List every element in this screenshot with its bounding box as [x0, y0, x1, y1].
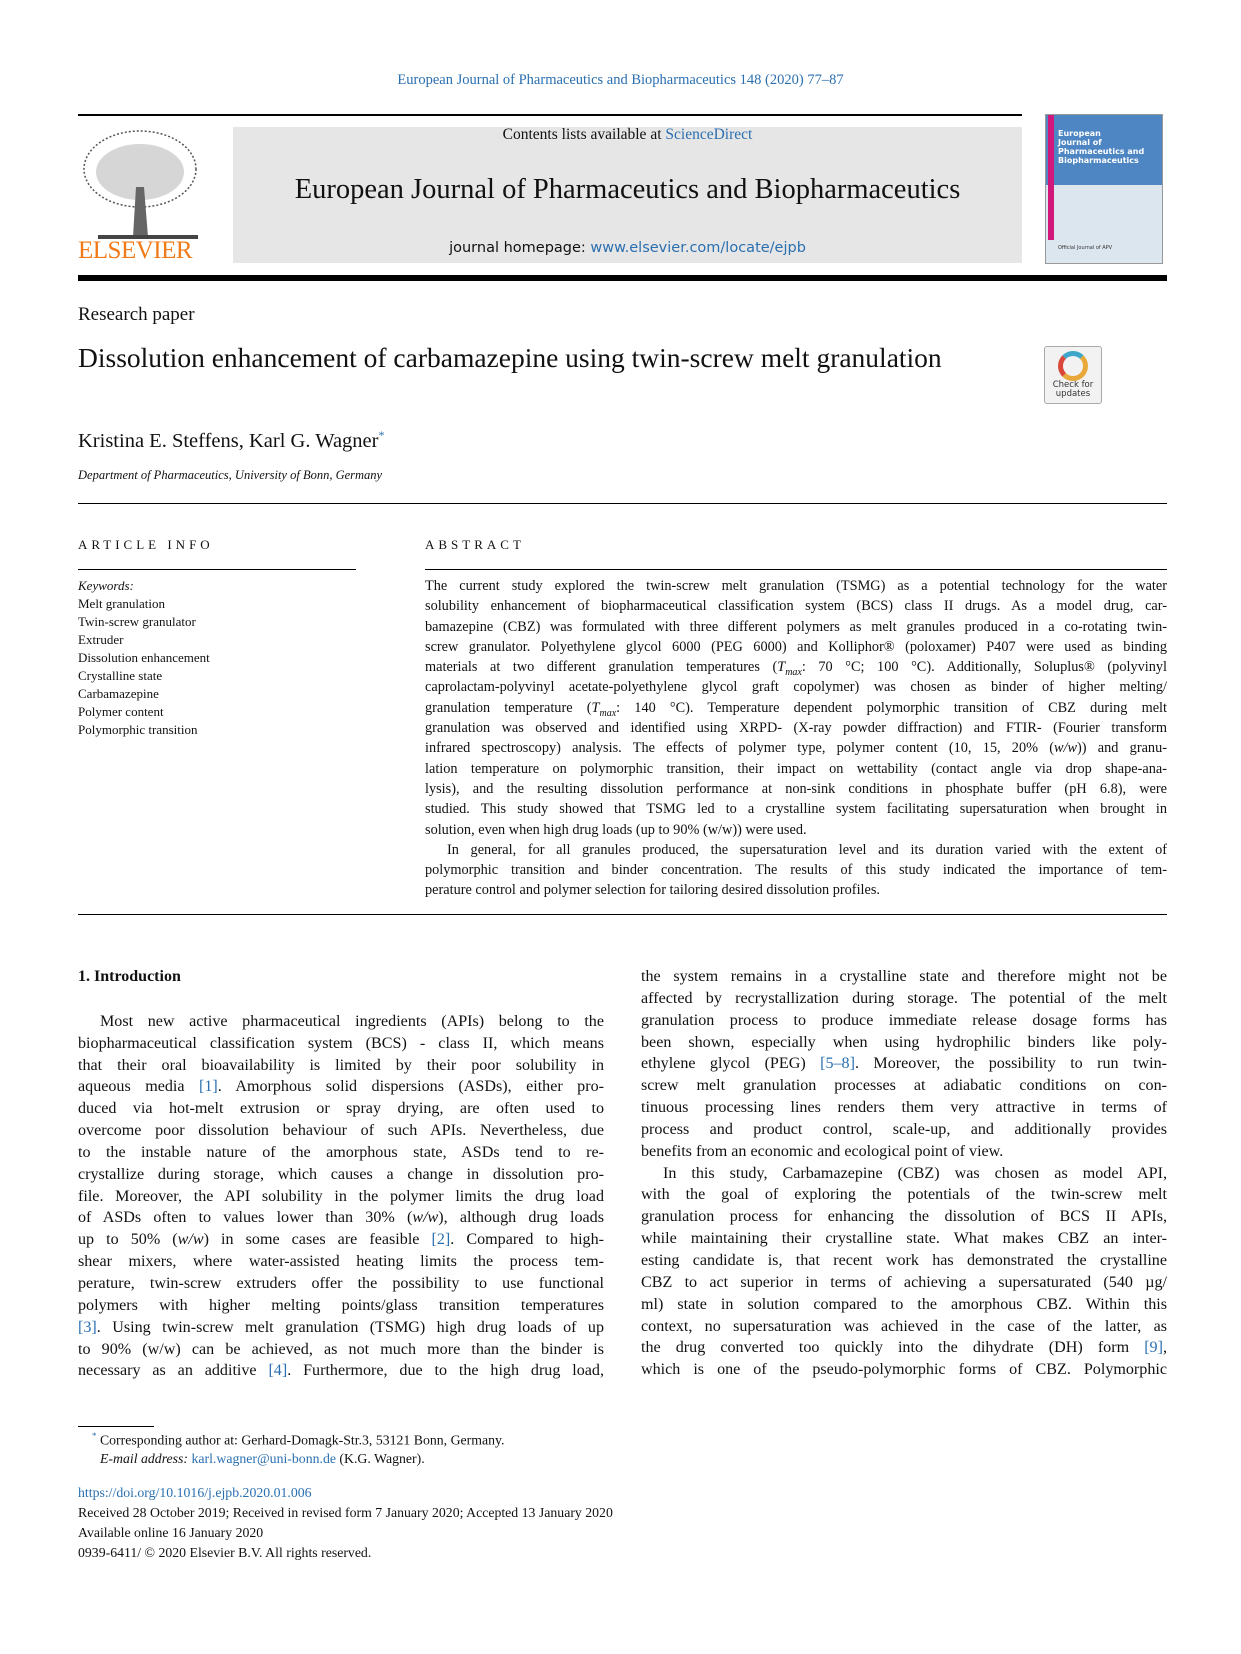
contents-line	[233, 126, 1022, 144]
copyright: 0939-6411/ © 2020 Elsevier B.V. All rights reserved.	[78, 1545, 372, 1560]
text-line: caprolactam-polyvinyl acetate-polyethylene glycol graft copolymer) was chosen as binder of higher melting/	[425, 679, 1167, 696]
text-line: solubility enhancement of biopharmaceutical classification system (BCS) class II drugs. As a model drug, car-	[425, 598, 1167, 615]
check-label: Check for	[1052, 380, 1094, 390]
text-line: solution, even when high drug loads (up to 90% (w/w)) were used.	[425, 821, 807, 838]
text-line: infrared spectroscopy) analysis. The effects of polymer type, polymer content (10, 15, 20% (w/w)) and granu-	[425, 740, 1167, 757]
divider	[78, 914, 1167, 915]
text-line: granulation process to produce immediate release dosage forms has	[641, 1011, 1167, 1029]
text-line: crystallize during storage, which causes a change in dissolution pro-	[78, 1165, 604, 1183]
text-line: biopharmaceutical classification system (BCS) - class II, which means	[78, 1034, 604, 1052]
footnote-text: Corresponding author at: Gerhard-Domagk-Str.3, 53121 Bonn, Germany.	[99, 1432, 505, 1448]
text-line: affected by recrystallization during storage. The potential of the melt	[641, 989, 1167, 1007]
intro-left-column	[78, 966, 604, 1382]
text-line: up to 50% (w/w) in some cases are feasible [2]. Compared to high-	[78, 1231, 604, 1249]
text-line: to 90% (w/w) can be achieved, as not much more than the binder is	[78, 1340, 604, 1358]
text-line: granulation was observed and identified using XRPD- (X-ray powder diffraction) and FTIR- (Fourier transform	[425, 720, 1167, 737]
keywords	[78, 577, 210, 739]
doi-link-text[interactable]: https://doi.org/10.1016/j.ejpb.2020.01.006	[78, 1485, 312, 1500]
keyword: Twin-screw granulator	[78, 614, 196, 629]
cover-title	[1058, 129, 1144, 165]
text-line: process and product control, scale-up, and additionally provides	[641, 1120, 1167, 1138]
text-line: that their oral bioavailability is limited by their poor solubility in	[78, 1056, 604, 1074]
keyword: Dissolution enhancement	[78, 650, 210, 665]
italic-text: w/w	[177, 1231, 204, 1249]
text-line: while maintaining their crystalline state. What makes CBZ an inter-	[641, 1230, 1167, 1248]
text-line: granulation temperature ($T_{max}$: 140 °C). Temperature dependent polymorphic transition of CBZ during melt	[425, 699, 1167, 719]
keyword: Polymorphic transition	[78, 722, 198, 737]
cover-footer: Official Journal of APV	[1058, 245, 1113, 251]
doi-link[interactable]	[78, 1485, 312, 1501]
citation-link[interactable]: [5–8]	[820, 1055, 855, 1073]
text-line: benefits from an economic and ecological point of view.	[641, 1142, 1004, 1160]
author-names: Kristina E. Steffens, Karl G. Wagner	[78, 429, 379, 452]
text-line: esting candidate is, that recent work has demonstrated the crystalline	[641, 1251, 1167, 1269]
text-line: perature, twin-screw extruders offer the possibility to use functional	[78, 1274, 604, 1292]
homepage-line	[233, 240, 1022, 256]
keyword: Melt granulation	[78, 596, 166, 611]
text-line: In general, for all granules produced, the supersaturation level and its duration varied with the extent of	[447, 841, 1167, 858]
homepage-prefix: journal homepage:	[449, 240, 591, 256]
elsevier-logo[interactable]	[78, 127, 208, 267]
journal-cover-image[interactable]	[1045, 114, 1163, 264]
text-line: aqueous media [1]. Amorphous solid dispersions (ASDs), either pro-	[78, 1078, 604, 1096]
keyword: Polymer content	[78, 704, 164, 719]
text-line: granulation process for enhancing the dissolution of BCS II APIs,	[641, 1208, 1167, 1226]
text-line: the drug converted too quickly into the dihydrate (DH) form [9],	[641, 1339, 1167, 1357]
text-line: the system remains in a crystalline state and therefore might not be	[641, 968, 1167, 985]
text-line: context, no supersaturation was achieved in the case of the latter, as	[641, 1317, 1167, 1335]
intro-paragraph	[78, 1011, 604, 1382]
text-line: ethylene glycol (PEG) [5–8]. Moreover, the possibility to run twin-	[641, 1055, 1167, 1073]
text-line: perature control and polymer selection for tailoring desired dissolution profiles.	[425, 882, 880, 899]
divider-thick	[78, 275, 1167, 281]
keyword-list	[78, 595, 210, 739]
keywords-label: Keywords:	[78, 578, 134, 593]
authors	[78, 428, 384, 453]
running-head[interactable]: European Journal of Pharmaceutics and Biopharmaceutics 148 (2020) 77–87	[397, 72, 844, 88]
contents-prefix: Contents lists available at	[502, 126, 666, 143]
cover-title-line: Journal of	[1058, 138, 1102, 147]
email-footnote	[100, 1451, 425, 1467]
keyword: Carbamazepine	[78, 686, 159, 701]
abstract-body	[425, 576, 1167, 901]
text-line: [3]. Using twin-screw melt granulation (TSMG) high drug loads of up	[78, 1318, 604, 1336]
abstract-heading: ABSTRACT	[425, 537, 525, 552]
journal-masthead	[233, 127, 1022, 263]
keyword: Extruder	[78, 632, 124, 647]
text-line: polymers with higher melting points/glass transition temperatures	[78, 1296, 604, 1314]
citation-link[interactable]: [1]	[198, 1078, 218, 1096]
publisher-wordmark: ELSEVIER	[78, 237, 193, 264]
text-line: tinuous processing lines renders them very attractive in terms of	[641, 1099, 1167, 1117]
text-line: with the goal of exploring the potentials of the twin-screw melt	[641, 1186, 1167, 1204]
citation-link[interactable]: [3]	[78, 1318, 97, 1336]
text-line: Most new active pharmaceutical ingredients (APIs) belong to the	[100, 1012, 604, 1030]
section-heading: 1. Introduction	[78, 968, 181, 985]
italic-text: T	[777, 659, 786, 676]
divider	[78, 569, 356, 570]
text-line: studied. This study showed that TSMG led to a crystalline system facilitating supersaturation when brought in	[425, 801, 1167, 818]
journal-name: European Journal of Pharmaceutics and Biopharmaceutics	[294, 174, 961, 205]
text-line: screw granulator. Polyethylene glycol 6000 (PEG 6000) and Kolliphor® (poloxamer) P407 were used as binding	[425, 638, 1167, 655]
keyword: Crystalline state	[78, 668, 163, 683]
text-line: The current study explored the twin-screw melt granulation (TSMG) as a potential technology for the water	[425, 578, 1167, 594]
text-line: lation temperature on polymorphic transition, their impact on wettability (contact angle via drop shape-ana-	[425, 760, 1167, 777]
divider	[78, 114, 1022, 116]
subscript: max	[785, 667, 802, 678]
homepage-link[interactable]: www.elsevier.com/locate/ejpb	[590, 240, 806, 256]
check-label: updates	[1055, 389, 1091, 399]
cover-title-line: Biopharmaceutics	[1058, 156, 1139, 165]
email-suffix: (K.G. Wagner).	[335, 1451, 425, 1466]
citation-link[interactable]: [4]	[268, 1362, 288, 1380]
cover-title-line: European	[1058, 129, 1101, 138]
text-line: which is one of the pseudo-polymorphic forms of CBZ. Polymorphic	[641, 1361, 1167, 1379]
citation-link[interactable]: [2]	[431, 1231, 451, 1249]
text-line: of ASDs often to values lower than 30% (w/w), although drug loads	[78, 1209, 604, 1227]
text-line: file. Moreover, the API solubility in the polymer limits the drug load	[78, 1187, 604, 1205]
divider	[425, 569, 1167, 570]
text-line: materials at two different granulation temperatures ($T_{max}$: 70 °C; 100 °C). Additionally, Soluplus® (polyvinyl	[425, 659, 1167, 678]
text-line: lysis), and the resulting dissolution performance at non-sink conditions in phosphate buffer (pH 6.8), were	[425, 780, 1167, 797]
text-line: been shown, especially when using hydrophilic binders like poly-	[641, 1033, 1167, 1051]
corresponding-footnote	[92, 1431, 504, 1449]
article-title: Dissolution enhancement of carbamazepine using twin-screw melt granulation	[78, 342, 942, 373]
text-line: In this study, Carbamazepine (CBZ) was chosen as model API,	[663, 1164, 1167, 1182]
divider	[78, 503, 1167, 504]
text-line: CBZ to act superior in terms of achieving a supersaturated (540 µg/	[641, 1273, 1167, 1291]
italic-text: T	[591, 699, 600, 716]
citation-link[interactable]: [9]	[1144, 1339, 1163, 1357]
italic-text: w/w	[412, 1209, 439, 1227]
article-info-heading: ARTICLE INFO	[78, 537, 214, 552]
text-line: necessary as an additive [4]. Furthermore, due to the high drug load,	[78, 1362, 604, 1380]
text-line: overcome poor dissolution behaviour of such APIs. Nevertheless, due	[78, 1122, 604, 1140]
email-link[interactable]: karl.wagner@uni-bonn.de	[191, 1451, 336, 1466]
available-online: Available online 16 January 2020	[78, 1525, 264, 1540]
intro-right-column	[641, 966, 1167, 1381]
footnote-divider	[78, 1426, 154, 1427]
check-for-updates-button[interactable]	[1044, 346, 1102, 404]
cover-title-line: Pharmaceutics and	[1058, 147, 1145, 156]
history: Received 28 October 2019; Received in revised form 7 January 2020; Accepted 13 January 2020	[78, 1505, 613, 1520]
corresponding-author-link[interactable]: *	[378, 428, 385, 442]
text-line: duced via hot-melt extrusion or spray drying, are often used to	[78, 1100, 604, 1118]
affiliation: Department of Pharmaceutics, University of Bonn, Germany	[78, 468, 383, 482]
subscript: max	[599, 707, 617, 719]
text-line: shear mixers, where water-assisted heating limits the process tem-	[78, 1253, 604, 1271]
italic-text: w/w	[1054, 740, 1078, 757]
text-line: to the instable nature of the amorphous state, ASDs tend to re-	[78, 1143, 604, 1161]
text-line: bamazepine (CBZ) was formulated with three different polymers as melt granules produced in a co-rotating twin-	[425, 618, 1167, 635]
text-line: screw melt granulation processes at adiabatic conditions on con-	[641, 1077, 1167, 1095]
text-line: polymorphic transition and binder concentration. The results of this study indicated the importance of tem-	[425, 862, 1167, 879]
text-line: ml) state in solution compared to the amorphous CBZ. Within this	[641, 1295, 1167, 1313]
footnote-mark: *	[92, 1431, 97, 1441]
sciencedirect-link[interactable]: ScienceDirect	[665, 126, 753, 143]
cover-stripe	[1048, 115, 1054, 240]
check-updates-icon	[1058, 351, 1088, 381]
article-type: Research paper	[78, 304, 195, 325]
email-label: E-mail address:	[100, 1451, 189, 1466]
